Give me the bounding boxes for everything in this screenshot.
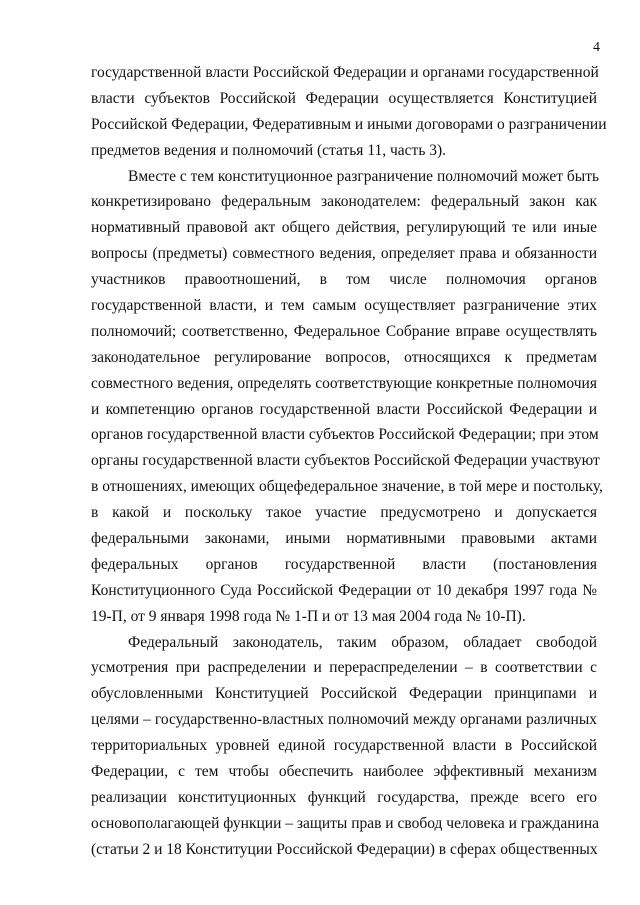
text-line: полномочий; соответственно, Федеральное Собрание вправе осуществлять (91, 322, 597, 340)
text-line: предметов ведения и полномочий (статья 11, часть 3). (91, 141, 447, 159)
text-line: органы государственной власти субъектов Российской Федерации участвуют (91, 452, 600, 470)
paragraph (91, 630, 597, 863)
text-line: территориальных уровней единой государственной власти в Российской (91, 737, 597, 755)
text-line: в какой и поскольку такое участие предусмотрено и допускается (91, 504, 597, 522)
text-line: федеральными законами, иными нормативными правовыми актами (91, 530, 597, 548)
text-line: обусловленными Конституцией Российской Федерации принципами и (91, 685, 597, 703)
text-line: усмотрения при распределении и перераспределении – в соответствии с (91, 659, 597, 677)
text-line: целями – государственно-властных полномочий между органами различных (91, 711, 597, 729)
text-line: власти субъектов Российской Федерации осуществляется Конституцией (91, 89, 597, 107)
text-line: основополагающей функции – защиты прав и свобод человека и гражданина (91, 814, 599, 832)
paragraph (91, 60, 607, 164)
text-line: Конституционного Суда Российской Федерации от 10 декабря 1997 года № (91, 581, 597, 599)
text-line: (статьи 2 и 18 Конституции Российской Федерации) в сферах общественных (91, 840, 598, 858)
text-line: реализации конституционных функций государства, прежде всего его (91, 788, 597, 806)
text-line: федеральных органов государственной власти (постановления (91, 555, 597, 573)
text-line: участников правоотношений, в том числе полномочия органов (91, 271, 597, 289)
text-line: законодательное регулирование вопросов, относящихся к предметам (91, 348, 597, 366)
text-line: Федеральный законодатель, таким образом, обладает свободой (128, 633, 597, 651)
text-line: Федерации, с тем чтобы обеспечить наиболее эффективный механизм (91, 763, 597, 781)
text-line: государственной власти Российской Федерации и органами государственной (91, 64, 599, 81)
text-line: вопросы (предметы) совместного ведения, определяет права и обязанности (91, 245, 597, 263)
text-line: органов государственной власти субъектов Российской Федерации; при этом (91, 426, 599, 444)
text-line: государственной власти, и тем самым осуществляет разграничение этих (91, 297, 597, 315)
text-line: Вместе с тем конституционное разграничение полномочий может быть (128, 167, 600, 185)
text-line: нормативный правовой акт общего действия, регулирующий те или иные (91, 219, 597, 237)
text-line: Российской Федерации, Федеративным и иными договорами о разграничении (91, 115, 607, 133)
text-line: и компетенцию органов государственной власти Российской Федерации и (91, 400, 597, 418)
document-body (91, 60, 607, 863)
text-line: совместного ведения, определять соответствующие конкретные полномочия (91, 374, 597, 392)
text-line: конкретизировано федеральным законодателем: федеральный закон как (91, 193, 597, 211)
text-line: 19-П, от 9 января 1998 года № 1-П и от 13 мая 2004 года № 10-П). (91, 607, 526, 625)
paragraph (91, 164, 603, 630)
text-line: в отношениях, имеющих общефедеральное значение, в той мере и постольку, (91, 478, 603, 496)
page-number: 4 (593, 40, 600, 55)
